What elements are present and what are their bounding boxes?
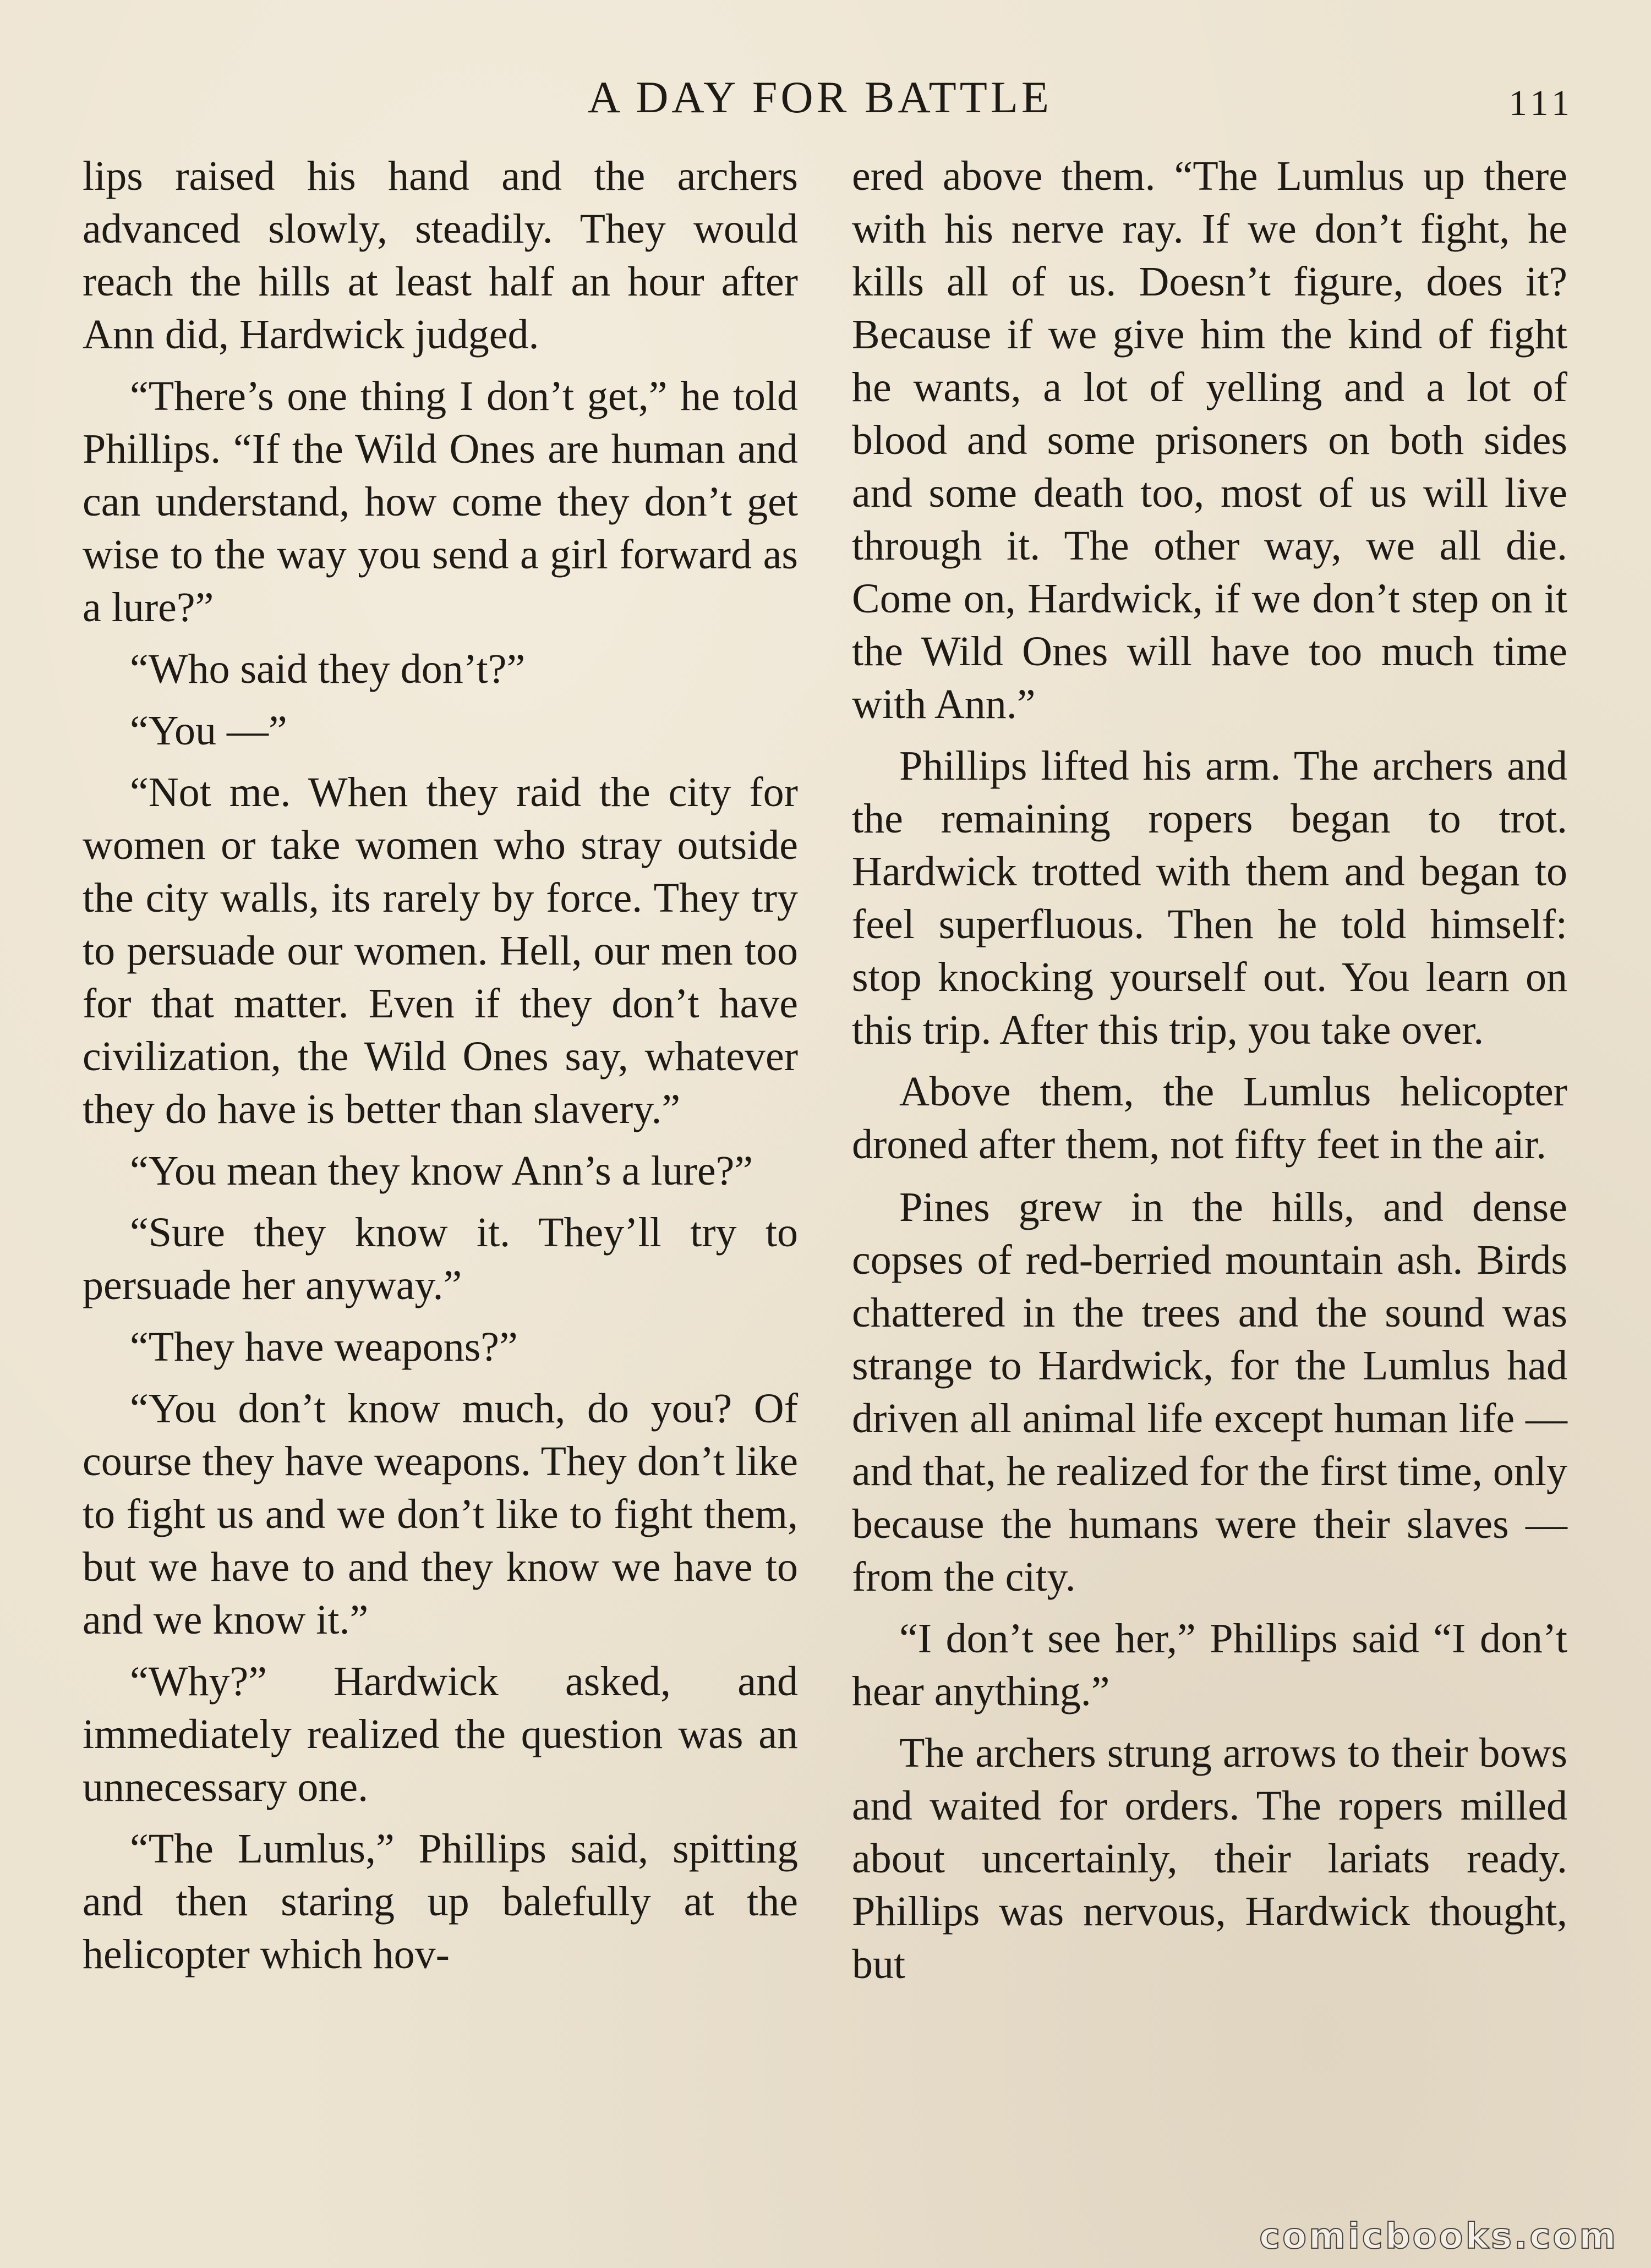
watermark-text: comicbooks.com xyxy=(1259,2216,1618,2257)
paragraph: Phillips lifted his arm. The archers and the remaining ropers began to trot. Hardwick trotted with them and began to feel superfluous. Then he told himself: stop knocking yourself out. You learn on this trip. After this trip, you take over. xyxy=(852,743,1567,1053)
paragraph: “You mean they know Ann’s a lure?” xyxy=(130,1148,753,1194)
paragraph: lips raised his hand and the archers advanced slowly, steadily. They would reach the hills at least half an hour after Ann did, Hardwick judged. xyxy=(83,153,798,358)
page-number: 111 xyxy=(1508,83,1574,123)
paragraph: “I don’t see her,” Phillips said “I don’t hear anything.” xyxy=(852,1615,1567,1714)
paragraph: Above them, the Lumlus helicopter droned after them, not fifty feet in the air. xyxy=(852,1069,1567,1168)
paragraph: “You —” xyxy=(130,708,287,754)
paragraph: “Why?” Hardwick asked, and immediately realized the question was an unnecessary one. xyxy=(83,1658,798,1810)
paragraph: ered above them. “The Lumlus up there with his nerve ray. If we don’t fight, he kills all of us. Doesn’t figure, does it? Because if we give him the kind of fight he wants, a lot of yelling and a lot of blood and some prisoners on both sides and some death too, most of us will live through it. The other way, we all die. Come on, Hardwick, if we don’t step on it the Wild Ones will have too much time with Ann.” xyxy=(852,153,1567,727)
paragraph: “The Lumlus,” Phillips said, spitting and then staring up balefully at the helicopter which hov- xyxy=(83,1826,798,1977)
paragraph: “Not me. When they raid the city for women or take women who stray outside the city walls, its rarely by force. They try to persuade our women. Hell, our men too for that matter. Even if they don’t have civilization, the Wild Ones say, whatever they do have is better than slavery.” xyxy=(83,769,798,1132)
paragraph: “Sure they know it. They’ll try to persuade her anyway.” xyxy=(83,1209,798,1308)
paragraph: “You don’t know much, do you? Of course they have weapons. They don’t like to fight us and we don’t like to fight them, but we have to and they know we have to and we know it.” xyxy=(83,1385,798,1643)
paragraph: “They have weapons?” xyxy=(130,1324,518,1370)
paragraph: “Who said they don’t?” xyxy=(130,646,526,692)
right-column xyxy=(852,150,1567,1999)
paragraph: The archers strung arrows to their bows and waited for orders. The ropers milled about uncertainly, their lariats ready. Phillips was nervous, Hardwick thought, but xyxy=(852,1730,1567,1987)
running-head: A DAY FOR BATTLE xyxy=(588,72,1052,122)
paragraph: Pines grew in the hills, and dense copses of red-berried mountain ash. Birds chattered in the trees and the sound was strange to Hardwick, for the Lumlus had driven all animal life except human life — and that, he realized for the first time, only because the humans were their slaves — from the city. xyxy=(852,1184,1567,1600)
paragraph: “There’s one thing I don’t get,” he told Phillips. “If the Wild Ones are human and can understand, how come they don’t get wise to the way you send a girl forward as a lure?” xyxy=(83,373,798,631)
left-column xyxy=(83,150,798,1990)
